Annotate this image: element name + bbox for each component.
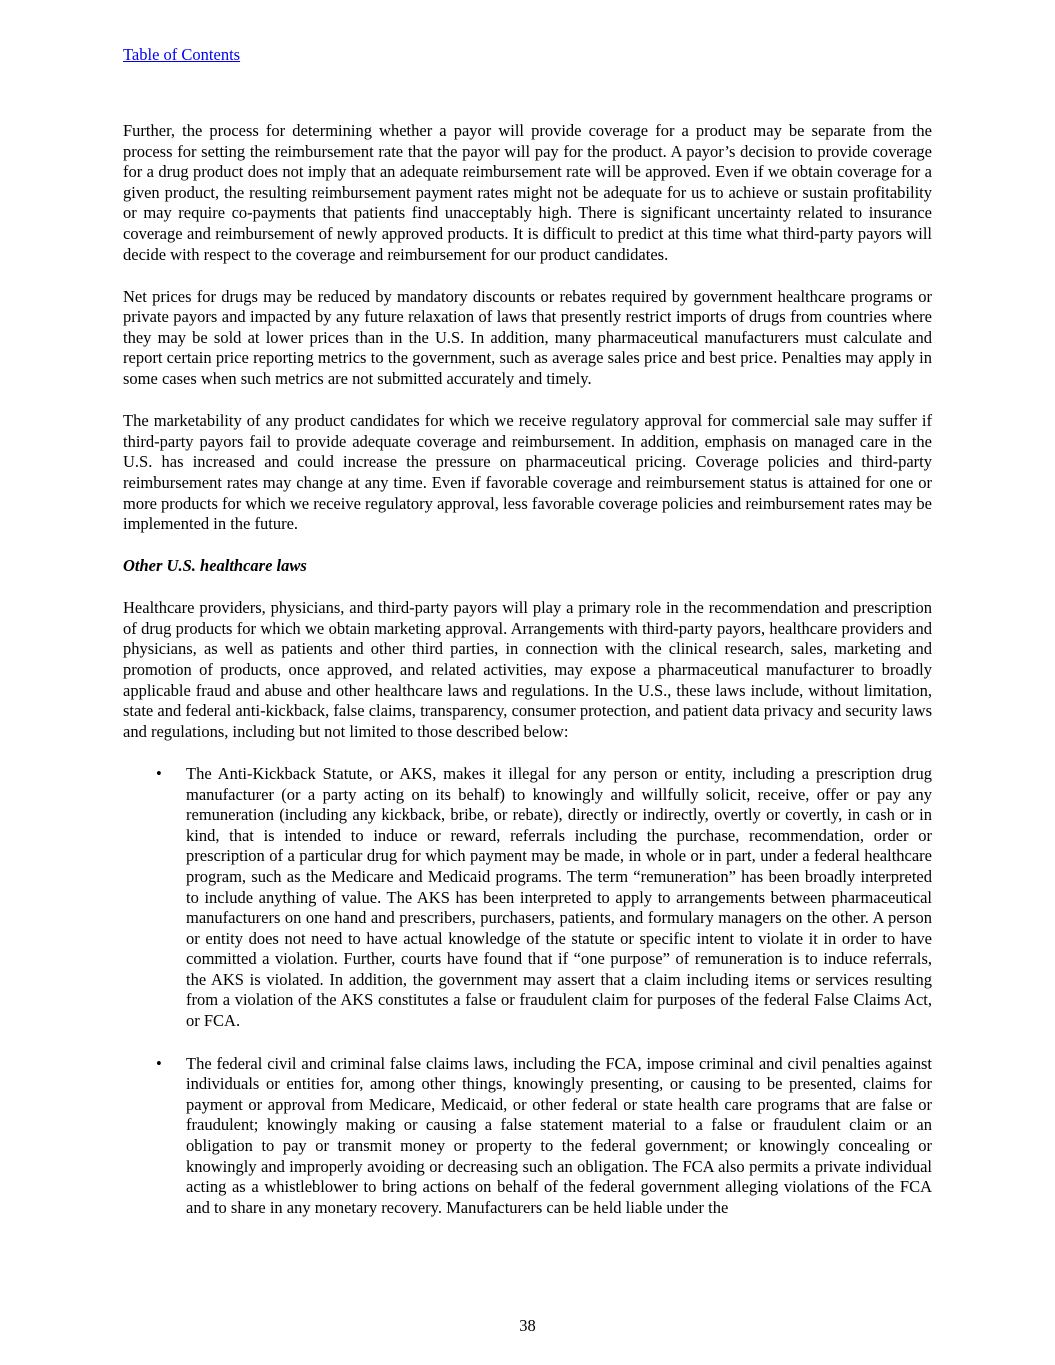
bullet-item-false-claims	[123, 1054, 932, 1219]
bullet-text-false-claims: The federal civil and criminal false claims laws, including the FCA, impose criminal and civil penalties against individuals or entities for, among other things, knowingly presenting, or causing to be presented, claims for payment or approval from Medicare, Medicaid, or other federal or state health care programs that are false or fraudulent; knowingly making or causing a false statement material to a false or fraudulent claim or an obligation to pay or transmit money or property to the federal government; or knowingly concealing or knowingly and improperly avoiding or decreasing such an obligation. The FCA also permits a private individual acting as a whistleblower to bring actions on behalf of the federal government alleging violations of the FCA and to share in any monetary recovery. Manufacturers can be held liable under the	[186, 1053, 932, 1217]
table-of-contents-link[interactable]: Table of Contents	[123, 45, 241, 64]
document-body	[123, 121, 932, 1218]
bullet-marker: •	[156, 763, 162, 783]
bullet-item-aks	[123, 764, 932, 1032]
page-number: 38	[519, 1316, 536, 1335]
paragraph-healthcare-laws-intro: Healthcare providers, physicians, and third-party payors will play a primary role in the recommendation and prescription of drug products for which we obtain marketing approval. Arrangements with third-party payors, healthcare providers and physicians, as well as patients and other third parties, in connection with the clinical research, sales, marketing and promotion of products, once approved, and related activities, may expose a pharmaceutical manufacturer to broadly applicable fraud and abuse and other healthcare laws and regulations. In the U.S., these laws include, without limitation, state and federal anti-kickback, false claims, transparency, consumer protection, and patient data privacy and security laws and regulations, including but not limited to those described below:	[123, 598, 932, 741]
bullet-marker: •	[156, 1053, 162, 1073]
paragraph-marketability: The marketability of any product candidates for which we receive regulatory approval for commercial sale may suffer if third-party payors fail to provide adequate coverage and reimbursement. In addition, emphasis on managed care in the U.S. has increased and could increase the pressure on pharmaceutical pricing. Coverage policies and third-party reimbursement rates may change at any time. Even if favorable coverage and reimbursement status is attained for one or more products for which we receive regulatory approval, less favorable coverage policies and reimbursement rates may be implemented in the future.	[123, 411, 932, 534]
section-heading-other-us-healthcare-laws: Other U.S. healthcare laws	[123, 556, 307, 576]
bullet-text-aks: The Anti-Kickback Statute, or AKS, makes it illegal for any person or entity, including a prescription drug manufacturer (or a party acting on its behalf) to knowingly and willfully solicit, receive, offer or pay any remuneration (including any kickback, bribe, or rebate), directly or indirectly, overtly or covertly, in cash or in kind, that is intended to induce or reward, referrals including the purchase, recommendation, order or prescription of a particular drug for which payment may be made, in whole or in part, under a federal healthcare program, such as the Medicare and Medicaid programs. The term “remuneration” has been broadly interpreted to include anything of value. The AKS has been interpreted to apply to arrangements between pharmaceutical manufacturers on one hand and prescribers, purchasers, patients, and formulary managers on the other. A person or entity does not need to have actual knowledge of the statute or specific intent to violate it in order to have committed a violation. Further, courts have found that if “one purpose” of remuneration is to induce referrals, the AKS is violated. In addition, the government may assert that a claim including items or services resulting from a violation of the AKS constitutes a false or fraudulent claim for purposes of the federal False Claims Act, or FCA.	[186, 763, 932, 1031]
paragraph-coverage-determination: Further, the process for determining whether a payor will provide coverage for a product may be separate from the process for setting the reimbursement rate that the payor will pay for the product. A payor’s decision to provide coverage for a drug product does not imply that an adequate reimbursement rate will be approved. Even if we obtain coverage for a given product, the resulting reimbursement payment rates might not be adequate for us to achieve or sustain profitability or may require co-payments that patients find unacceptably high. There is significant uncertainty related to insurance coverage and reimbursement of newly approved products. It is difficult to predict at this time what third-party payors will decide with respect to the coverage and reimbursement for our product candidates.	[123, 121, 932, 264]
paragraph-net-prices: Net prices for drugs may be reduced by mandatory discounts or rebates required by government healthcare programs or private payors and impacted by any future relaxation of laws that presently restrict imports of drugs from countries where they may be sold at lower prices than in the U.S. In addition, many pharmaceutical manufacturers must calculate and report certain price reporting metrics to the government, such as average sales price and best price. Penalties may apply in some cases when such metrics are not submitted accurately and timely.	[123, 286, 932, 389]
